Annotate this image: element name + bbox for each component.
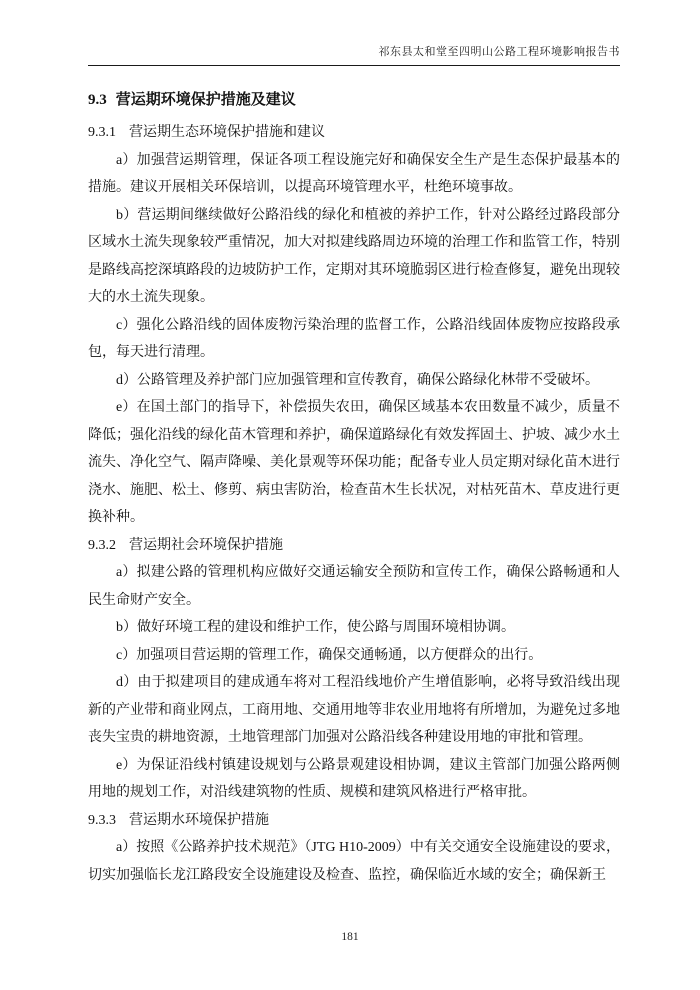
paragraph: d）由于拟建项目的建成通车将对工程沿线地价产生增值影响，必将导致沿线出现新的产业带和商业网点，工商用地、交通用地等非农业用地将有所增加，为避免过多地丧失宝贵的耕地资源，土地管理部门加强对公路沿线各种建设用地的审批和管理。 <box>88 675 620 745</box>
subsection-number: 9.3.2 <box>88 537 116 553</box>
paragraph: b）营运期间继续做好公路沿线的绿化和植被的养护工作，针对公路经过路段部分区域水土流失现象较严重情况，加大对拟建线路周边环境的治理工作和监管工作，特别是路线高挖深填路段的边坡防护工作，定期对其环境脆弱区进行检查修复，避免出现较大的水土流失现象。 <box>88 207 620 305</box>
chapter-title-text: 营运期环境保护措施及建议 <box>115 92 296 108</box>
paragraph: e）在国土部门的指导下，补偿损失农田，确保区域基本农田数量不减少，质量不降低；强化沿线的绿化苗木管理和养护，确保道路绿化有效发挥固土、护坡、减少水土流失、净化空气、隔声降噪、美化景观等环保功能；配备专业人员定期对绿化苗木进行浇水、施肥、松土、修剪、病虫害防治，检查苗木生长状况，对枯死苗木、草皮进行更换补种。 <box>88 400 620 525</box>
subsection-number: 9.3.1 <box>88 125 116 140</box>
paragraph: c）强化公路沿线的固体废物污染治理的监督工作，公路沿线固体废物应按路段承包，每天进行清理。 <box>88 317 620 360</box>
subsection-heading <box>88 119 620 147</box>
subsection-title-text: 营运期水环境保护措施 <box>129 812 269 828</box>
paragraph: a）按照《公路养护技术规范》（JTG H10-2009）中有关交通安全设施建设的要求，切实加强临长龙江路段安全设施建设及检查、监控，确保临近水域的安全；确保新王 <box>88 840 620 883</box>
subsection-heading <box>88 807 620 835</box>
paragraph: a）加强营运期管理，保证各项工程设施完好和确保安全生产是生态保护最基本的措施。建议开展相关环保培训，以提高环境管理水平，杜绝环境事故。 <box>88 152 620 195</box>
subsection-number: 9.3.3 <box>88 812 116 828</box>
paragraph: c）加强项目营运期的管理工作，确保交通畅通，以方便群众的出行。 <box>116 647 543 663</box>
paragraph: b）做好环境工程的建设和维护工作，使公路与周围环境相协调。 <box>116 620 515 635</box>
page-number: 181 <box>341 931 359 943</box>
running-header: 祁东县太和堂至四明山公路工程环境影响报告书 <box>88 0 620 66</box>
paragraph: e）为保证沿线村镇建设规划与公路景观建设相协调，建议主管部门加强公路两侧用地的规划工作，对沿线建筑物的性质、规模和建筑风格进行严格审批。 <box>88 757 620 800</box>
subsection-heading <box>88 532 620 560</box>
section-9-3-2 <box>88 532 620 807</box>
chapter-heading <box>88 85 620 115</box>
paragraph: a）拟建公路的管理机构应做好交通运输安全预防和宣传工作，确保公路畅通和人民生命财产安全。 <box>88 565 620 608</box>
chapter-number: 9.3 <box>88 92 107 108</box>
paragraph: d）公路管理及养护部门应加强管理和宣传教育，确保公路绿化林带不受破坏。 <box>116 372 599 388</box>
section-9-3-1 <box>88 119 620 532</box>
section-9-3-3 <box>88 807 620 890</box>
subsection-title-text: 营运期生态环境保护措施和建议 <box>129 125 325 140</box>
subsection-title-text: 营运期社会环境保护措施 <box>129 537 283 553</box>
content-column <box>88 0 620 889</box>
